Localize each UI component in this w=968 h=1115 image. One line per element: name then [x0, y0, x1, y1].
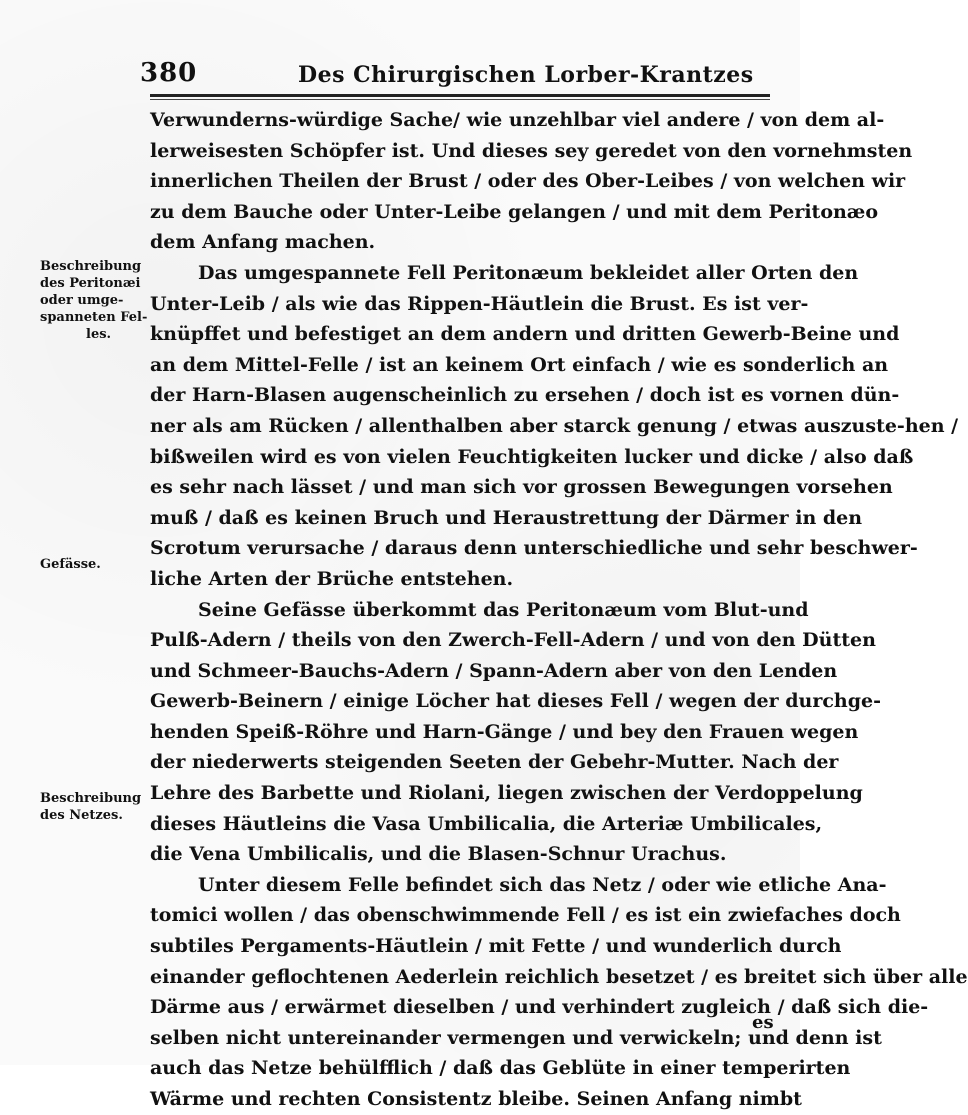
text-line: Gewerb-Beinern / einige Löcher hat dieses Fell / wegen der durchge- — [150, 690, 881, 713]
text-line: knüpffet und befestiget an dem andern und dritten Gewerb-Beine und — [150, 323, 900, 346]
margin-note-line: Beschreibung — [40, 259, 142, 274]
text-line: muß / daß es keinen Bruch und Heraustrettung der Därmer in den — [150, 506, 863, 529]
text-line: innerlichen Theilen der Brust / oder des Ober-Leibes / von welchen wir — [150, 170, 906, 193]
margin-note-peritonaeum — [40, 258, 150, 343]
text-line: Pulß-Adern / theils von den Zwerch-Fell-Adern / und von den Dütten — [150, 629, 876, 652]
text-line: und Schmeer-Bauchs-Adern / Spann-Adern aber von den Lenden — [150, 659, 838, 682]
margin-note-line: Beschreibung — [40, 791, 142, 806]
text-line: es sehr nach lässet / und man sich vor grossen Bewegungen vorsehen — [150, 476, 893, 499]
text-line: Das umgespannete Fell Peritonæum bekleidet aller Orten den — [198, 261, 859, 284]
text-line: einander geflochtenen Aederlein reichlich besetzet / es breitet sich über alle — [150, 965, 968, 988]
text-line: der niederwerts steigenden Seeten der Gebehr-Mutter. Nach der — [150, 751, 839, 774]
text-line: Unter diesem Felle befindet sich das Netz / oder wie etliche Ana- — [198, 873, 887, 896]
header-rule-thin — [150, 99, 770, 100]
margin-note-netz — [40, 790, 150, 824]
margin-note-line: oder umge- — [40, 293, 124, 308]
margin-note-line: des Peritonæi — [40, 276, 141, 291]
margin-note-line: spanneten Fel- — [40, 310, 148, 325]
text-line: dem Anfang machen. — [150, 231, 376, 254]
text-line: der Harn-Blasen augenscheinlich zu ersehen / doch ist es vornen dün- — [150, 384, 900, 407]
text-line: liche Arten der Brüche entstehen. — [150, 567, 514, 590]
text-line: dieses Häutleins die Vasa Umbilicalia, die Arteriæ Umbilicales, — [150, 812, 823, 835]
header-rule — [150, 94, 770, 97]
text-line: an dem Mittel-Felle / ist an keinem Ort einfach / wie es sonderlich an — [150, 353, 889, 376]
text-line: ner als am Rücken / allenthalben aber starck genung / etwas auszuste-hen / — [150, 414, 959, 437]
text-line: selben nicht untereinander vermengen und verwickeln; und denn ist — [150, 1026, 882, 1049]
text-line: Scrotum verursache / daraus denn unterschiedliche und sehr beschwer- — [150, 537, 918, 560]
text-line: Verwunderns-würdige Sache/ wie unzehlbar viel andere / von dem al- — [150, 109, 885, 131]
text-line: henden Speiß-Röhre und Harn-Gänge / und bey den Frauen wegen — [150, 720, 859, 743]
catchword: es — [752, 1012, 774, 1033]
text-line: Seine Gefässe überkommt das Peritonæum vom Blut-und — [198, 598, 809, 621]
text-line: zu dem Bauche oder Unter-Leibe gelangen / und mit dem Peritonæo — [150, 200, 879, 223]
text-line: Därme aus / erwärmet dieselben / und verhindert zugleich / daß sich die- — [150, 996, 929, 1019]
text-line: tomici wollen / das obenschwimmende Fell / es ist ein zwiefaches doch — [150, 904, 901, 927]
body-text — [150, 105, 968, 1115]
text-line: lerweisesten Schöpfer ist. Und dieses sey geredet von den vornehmsten — [150, 139, 913, 162]
page-header — [140, 58, 780, 92]
text-line: Wärme und rechten Consistentz bleibe. Seinen Anfang nimbt — [150, 1088, 802, 1110]
text-line: bißweilen wird es von vielen Feuchtigkeiten lucker und dicke / also daß — [150, 445, 914, 468]
text-line: auch das Netze behülfflich / daß das Geblüte in einer temperirten — [150, 1057, 851, 1080]
margin-note-line: Gefässe. — [40, 557, 101, 572]
margin-note-line: des Netzes. — [40, 808, 123, 823]
text-line: Lehre des Barbette und Riolani, liegen zwischen der Verdoppelung — [150, 782, 863, 805]
text-line: Unter-Leib / als wie das Rippen-Häutlein die Brust. Es ist ver- — [150, 292, 809, 315]
margin-note-line: les. — [86, 327, 112, 342]
text-line: die Vena Umbilicalis, und die Blasen-Schnur Urachus. — [150, 843, 727, 866]
running-head: Des Chirurgischen Lorber-Krantzes — [298, 62, 754, 88]
page-number: 380 — [140, 58, 198, 88]
text-line: subtiles Pergaments-Häutlein / mit Fette / und wunderlich durch — [150, 935, 842, 958]
margin-note-gefaesse — [40, 556, 150, 573]
